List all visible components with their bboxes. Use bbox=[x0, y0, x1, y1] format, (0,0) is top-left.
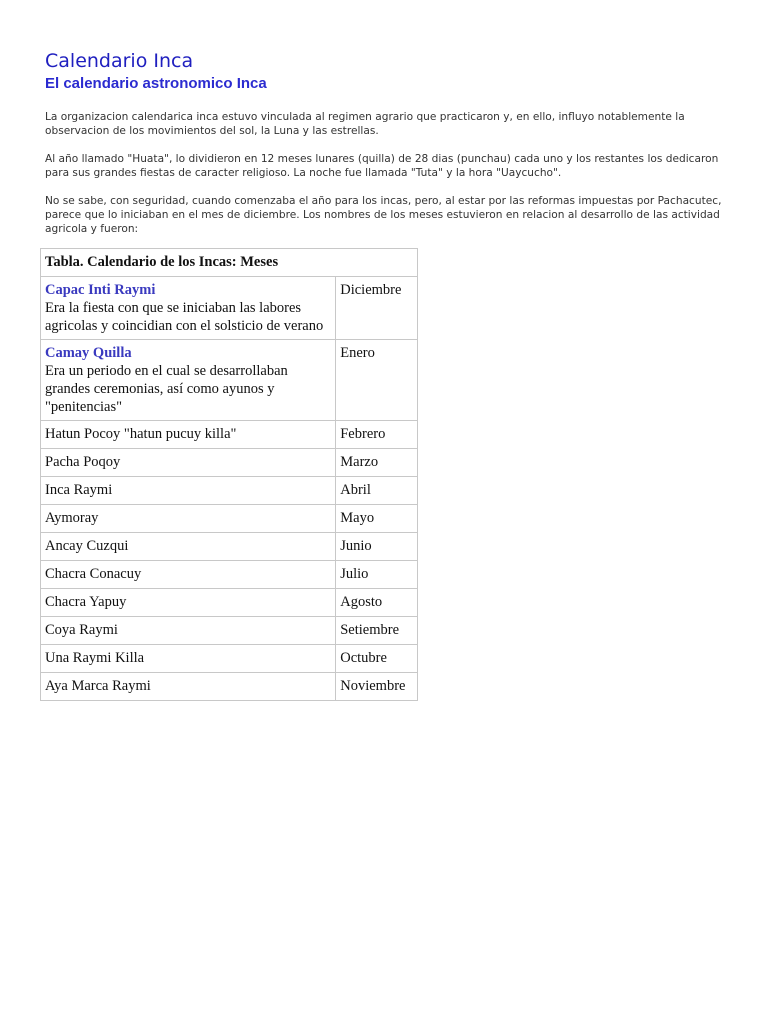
feast-title: Capac Inti Raymi bbox=[45, 282, 156, 298]
gregorian-month-cell: Junio bbox=[336, 533, 418, 561]
feast-title: Camay Quilla bbox=[45, 345, 132, 361]
table-row bbox=[41, 277, 418, 340]
gregorian-month-cell: Setiembre bbox=[336, 617, 418, 645]
page-title: Calendario Inca bbox=[45, 50, 194, 72]
gregorian-month-cell: Mayo bbox=[336, 505, 418, 533]
month-name-cell: Ancay Cuzqui bbox=[41, 533, 336, 561]
calendar-table bbox=[40, 248, 418, 701]
gregorian-month-cell: Marzo bbox=[336, 449, 418, 477]
table-row bbox=[41, 645, 418, 673]
month-name-cell: Hatun Pocoy "hatun pucuy killa" bbox=[41, 421, 336, 449]
table-row bbox=[41, 533, 418, 561]
feast-description: Era un periodo en el cual se desarrollaban grandes ceremonias, así como ayunos y "penitencias" bbox=[45, 363, 288, 415]
month-name-cell: Pacha Poqoy bbox=[41, 449, 336, 477]
table-row bbox=[41, 421, 418, 449]
gregorian-month-cell: Abril bbox=[336, 477, 418, 505]
month-name-cell: Inca Raymi bbox=[41, 477, 336, 505]
table-row bbox=[41, 340, 418, 421]
month-name-cell: Aymoray bbox=[41, 505, 336, 533]
month-name-cell bbox=[41, 277, 336, 340]
months-paragraph: No se sabe, con seguridad, cuando comenzaba el año para los incas, pero, al estar por las reformas impuestas por Pachacutec, parece que lo iniciaban en el mes de diciembre. Los nombres de los meses estuvieron en relacion al desarrollo de las actividad agricola y fueron: bbox=[45, 195, 722, 235]
table-row bbox=[41, 561, 418, 589]
gregorian-month-cell: Octubre bbox=[336, 645, 418, 673]
gregorian-month-cell: Enero bbox=[336, 340, 418, 421]
month-name-cell: Coya Raymi bbox=[41, 617, 336, 645]
month-name-cell: Aya Marca Raymi bbox=[41, 673, 336, 701]
table-row bbox=[41, 477, 418, 505]
feast-description: Era la fiesta con que se iniciaban las labores agricolas y coincidian con el solsticio de verano bbox=[45, 300, 324, 334]
intro-paragraph: La organizacion calendarica inca estuvo vinculada al regimen agrario que practicaron y, en ello, influyo notablemente la observacion de los movimientos del sol, la Luna y las estrellas. bbox=[45, 111, 685, 137]
year-paragraph: Al año llamado "Huata", lo dividieron en 12 meses lunares (quilla) de 28 dias (punchau) cada uno y los restantes los dedicaron para sus grandes fiestas de caracter religioso. La noche fue llamada "Tuta" y la hora "Uaycucho". bbox=[45, 153, 719, 179]
table-row bbox=[41, 449, 418, 477]
month-name-cell: Chacra Yapuy bbox=[41, 589, 336, 617]
table-heading: Tabla. Calendario de los Incas: Meses bbox=[41, 249, 418, 277]
table-row bbox=[41, 617, 418, 645]
gregorian-month-cell: Febrero bbox=[336, 421, 418, 449]
table-row bbox=[41, 505, 418, 533]
gregorian-month-cell: Noviembre bbox=[336, 673, 418, 701]
gregorian-month-cell: Agosto bbox=[336, 589, 418, 617]
month-name-cell bbox=[41, 340, 336, 421]
table-row bbox=[41, 589, 418, 617]
gregorian-month-cell: Julio bbox=[336, 561, 418, 589]
table-header-row bbox=[41, 249, 418, 277]
document-page bbox=[45, 48, 725, 250]
table-row bbox=[41, 673, 418, 701]
month-name-cell: Una Raymi Killa bbox=[41, 645, 336, 673]
page-subtitle: El calendario astronomico Inca bbox=[45, 75, 267, 92]
gregorian-month-cell: Diciembre bbox=[336, 277, 418, 340]
month-name-cell: Chacra Conacuy bbox=[41, 561, 336, 589]
